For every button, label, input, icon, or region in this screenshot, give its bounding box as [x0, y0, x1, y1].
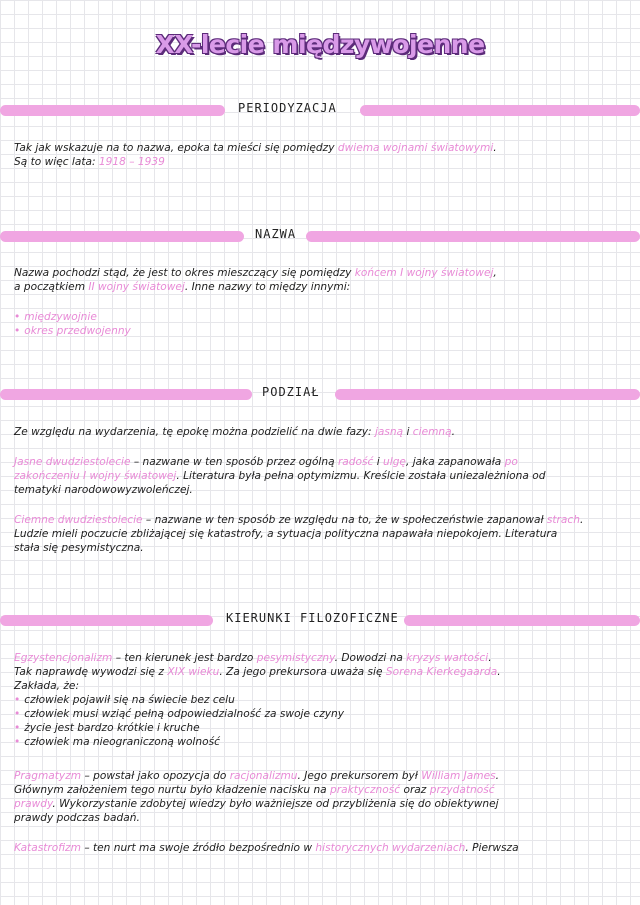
text-span: . Pierwsza — [465, 842, 519, 854]
text-line — [14, 841, 628, 855]
list-item: • okres przedwojenny — [14, 325, 131, 337]
text-span: . — [495, 770, 499, 782]
band-right — [335, 389, 640, 400]
section-heading-periodyzacja: PERIODYZACJA — [238, 101, 337, 115]
text-line — [14, 665, 628, 679]
text-span: prawdy podczas badań. — [14, 812, 140, 824]
text-span: . Za jego prekursora uważa się — [219, 666, 386, 678]
text-span: tematyki narodowowyzwoleńczej. — [14, 484, 193, 496]
highlight-span: Egzystencjonalizm — [14, 652, 113, 664]
highlight-span: racjonalizmu — [229, 770, 298, 782]
highlight-span: po — [504, 456, 518, 468]
highlight-span: Jasne dwudziestolecie — [14, 456, 131, 468]
list-item-text: międzywojnie — [24, 311, 97, 323]
highlight-span: historycznych wydarzeniach — [315, 842, 466, 854]
highlight-span: 1918 – 1939 — [98, 156, 165, 168]
section-heading-nazwa: NAZWA — [255, 227, 297, 241]
text-span: – nazwane w ten sposób ze względu na to, że w społeczeństwie zapanował — [142, 514, 547, 526]
text-span: . Literatura była pełna optymizmu. Kreślcie została uniezależniona od — [176, 470, 546, 482]
list-item-text: człowiek ma nieograniczoną wolność — [24, 736, 220, 748]
text-span: Ze względu na wydarzenia, tę epokę można podzielić na dwie fazy: — [14, 426, 375, 438]
text-span: – nazwane w ten sposób przez ogólną — [130, 456, 338, 468]
text-line — [14, 797, 628, 811]
highlight-span: ulgę — [383, 456, 406, 468]
text-span: . — [579, 514, 584, 526]
text-span: Są to więc lata: — [14, 156, 99, 168]
text-line — [14, 141, 628, 155]
text-span: stała się pesymistyczna. — [14, 542, 144, 554]
highlight-span: zakończeniu I wojny światowej — [14, 470, 177, 482]
egzystencjalizm-bullet-list — [14, 693, 628, 749]
highlight-span: Ciemne dwudziestolecie — [14, 514, 143, 526]
list-item: • człowiek ma nieograniczoną wolność — [14, 736, 220, 748]
page-title: XX-lecie międzywojenne — [155, 30, 485, 59]
text-line: Zakłada, że: — [14, 680, 80, 692]
text-span: Tak jak wskazuje na to nazwa, epoka ta mieści się pomiędzy — [14, 142, 338, 154]
highlight-span: prawdy — [14, 798, 53, 810]
highlight-span: praktyczność — [330, 784, 401, 796]
text-span: Ludzie mieli poczucie zbliżającej się katastrofy, a sytuacja polityczna napawała niepokojem. Literatura — [14, 528, 558, 540]
highlight-span: Katastrofizm — [14, 842, 81, 854]
text-span: a początkiem — [14, 281, 89, 293]
highlight-span: II wojny światowej — [88, 281, 185, 293]
text-line — [14, 651, 628, 665]
list-item-text: okres przedwojenny — [24, 325, 131, 337]
highlight-span: Sorena Kierkegaarda — [385, 666, 498, 678]
podzial-text — [14, 425, 628, 555]
list-item: • życie jest bardzo krótkie i kruche — [14, 722, 200, 734]
list-item: • międzywojnie — [14, 311, 97, 323]
text-span: – ten kierunek jest bardzo — [112, 652, 257, 664]
text-line — [14, 513, 628, 527]
highlight-span: końcem I wojny światowej — [354, 267, 494, 279]
text-span: , — [493, 267, 497, 279]
highlight-span: kryzys wartości — [406, 652, 489, 664]
section-band-kierunki — [0, 613, 640, 629]
text-line — [14, 527, 628, 541]
highlight-span: przydatność — [429, 784, 495, 796]
text-span: . Dowodzi na — [334, 652, 407, 664]
highlight-span: ciemną — [412, 426, 452, 438]
nazwa-text — [14, 266, 628, 338]
section-band-nazwa — [0, 229, 640, 245]
text-line — [14, 455, 628, 469]
band-right — [404, 615, 640, 626]
nazwa-bullet-list — [14, 310, 628, 338]
highlight-span: XIX wieku — [167, 666, 220, 678]
band-left — [0, 389, 252, 400]
highlight-span: radość — [337, 456, 374, 468]
text-span: , jaka zapanowała — [405, 456, 505, 468]
text-line — [14, 483, 628, 497]
text-span: . Wykorzystanie zdobytej wiedzy było ważniejsze od przybliżenia się do obiektywnej — [52, 798, 499, 810]
section-band-periodyzacja — [0, 103, 640, 119]
text-span: . — [493, 142, 497, 154]
text-span: – powstał jako opozycja do — [81, 770, 230, 782]
text-span: Tak naprawdę wywodzi się z — [14, 666, 168, 678]
highlight-span: William James — [421, 770, 496, 782]
highlight-span: jasną — [374, 426, 404, 438]
text-span: oraz — [400, 784, 430, 796]
text-line — [14, 425, 628, 439]
text-span: . — [488, 652, 492, 664]
band-right — [306, 231, 640, 242]
text-span: Głównym założeniem tego nurtu było kładzenie nacisku na — [14, 784, 331, 796]
text-line — [14, 769, 628, 783]
band-right — [360, 105, 640, 116]
section-heading-podzial: PODZIAŁ — [262, 385, 320, 399]
text-line — [14, 783, 628, 797]
text-span: . — [497, 666, 501, 678]
text-span: i — [373, 456, 384, 468]
text-span: . Inne nazwy to między innymi: — [184, 281, 351, 293]
text-span: . Jego prekursorem był — [297, 770, 422, 782]
list-item: • człowiek pojawił się na świecie bez celu — [14, 694, 235, 706]
highlight-span: dwiema wojnami światowymi — [337, 142, 494, 154]
list-item-text: człowiek musi wziąć pełną odpowiedzialność za swoje czyny — [24, 708, 345, 720]
band-left — [0, 105, 225, 116]
list-item: • człowiek musi wziąć pełną odpowiedzialność za swoje czyny — [14, 708, 345, 720]
highlight-span: strach — [546, 514, 580, 526]
text-line — [14, 266, 628, 280]
section-band-podzial — [0, 387, 640, 403]
text-span: i — [403, 426, 413, 438]
highlight-span: Pragmatyzm — [14, 770, 82, 782]
highlight-span: pesymistyczny — [256, 652, 335, 664]
band-left — [0, 231, 244, 242]
text-line — [14, 280, 628, 294]
text-line — [14, 811, 628, 825]
kierunki-text — [14, 651, 628, 855]
list-item-text: człowiek pojawił się na świecie bez celu — [24, 694, 235, 706]
list-item-text: życie jest bardzo krótkie i kruche — [24, 722, 200, 734]
periodyzacja-text — [14, 141, 628, 169]
section-heading-kierunki: KIERUNKI FILOZOFICZNE — [226, 611, 399, 625]
text-span: Nazwa pochodzi stąd, że jest to okres mieszczący się pomiędzy — [14, 267, 355, 279]
text-line — [14, 155, 628, 169]
text-span: – ten nurt ma swoje źródło bezpośrednio w — [80, 842, 316, 854]
band-left — [0, 615, 213, 626]
text-line — [14, 469, 628, 483]
text-line — [14, 541, 628, 555]
text-span: . — [451, 426, 455, 438]
